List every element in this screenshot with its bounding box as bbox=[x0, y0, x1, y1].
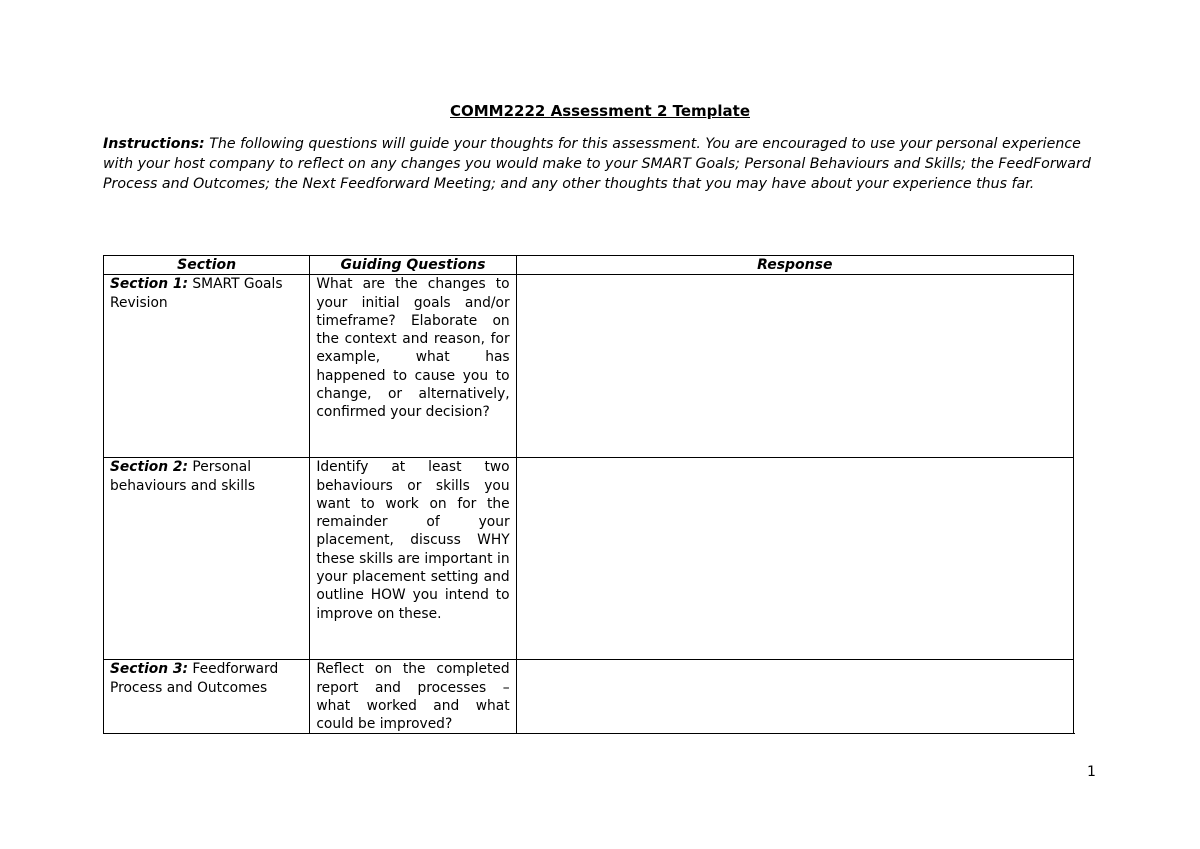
section-label: Section 2: bbox=[110, 459, 189, 476]
table-header-row bbox=[104, 256, 1074, 275]
response-cell[interactable] bbox=[516, 660, 1073, 734]
header-section: Section bbox=[104, 256, 310, 275]
section-cell bbox=[104, 660, 310, 734]
table-row bbox=[104, 660, 1074, 734]
guiding-question-cell: What are the changes to your initial goals and/or timeframe? Elaborate on the context and reason, for example, what has happened to cause you to change, or alternatively, confirmed your decision? bbox=[310, 275, 516, 458]
page-number: 1 bbox=[1087, 764, 1096, 780]
response-cell[interactable] bbox=[516, 458, 1073, 660]
document-title: COMM2222 Assessment 2 Template bbox=[450, 102, 750, 120]
section-title: Personal behaviours and skills bbox=[110, 459, 256, 494]
table-bottom-border bbox=[103, 733, 1075, 734]
section-title: SMART Goals Revision bbox=[110, 276, 283, 311]
instructions-lead: Instructions: bbox=[103, 136, 205, 152]
table-row bbox=[104, 458, 1074, 660]
section-cell bbox=[104, 275, 310, 458]
section-title: Feedforward Process and Outcomes bbox=[110, 661, 279, 696]
header-response: Response bbox=[516, 256, 1073, 275]
section-cell bbox=[104, 458, 310, 660]
section-label: Section 1: bbox=[110, 276, 189, 293]
response-cell[interactable] bbox=[516, 275, 1073, 458]
guiding-question-cell: Reflect on the completed report and processes – what worked and what could be improved? bbox=[310, 660, 516, 734]
header-guiding-questions: Guiding Questions bbox=[310, 256, 516, 275]
table-row bbox=[104, 275, 1074, 458]
section-label: Section 3: bbox=[110, 661, 189, 678]
instructions-text: The following questions will guide your thoughts for this assessment. You are encouraged to use your personal experience with your host company to reflect on any changes you would make to your SMART Goals; Personal Behaviours and Skills; the FeedForward Process and Outcomes; the Next Feedforward Meeting; and any other thoughts that you may have about your experience thus far. bbox=[103, 136, 1091, 192]
assessment-table bbox=[103, 255, 1074, 733]
guiding-question-cell: Identify at least two behaviours or skills you want to work on for the remainder of your placement, discuss WHY these skills are important in your placement setting and outline HOW you intend to improve on these. bbox=[310, 458, 516, 660]
instructions-paragraph bbox=[103, 134, 1098, 194]
